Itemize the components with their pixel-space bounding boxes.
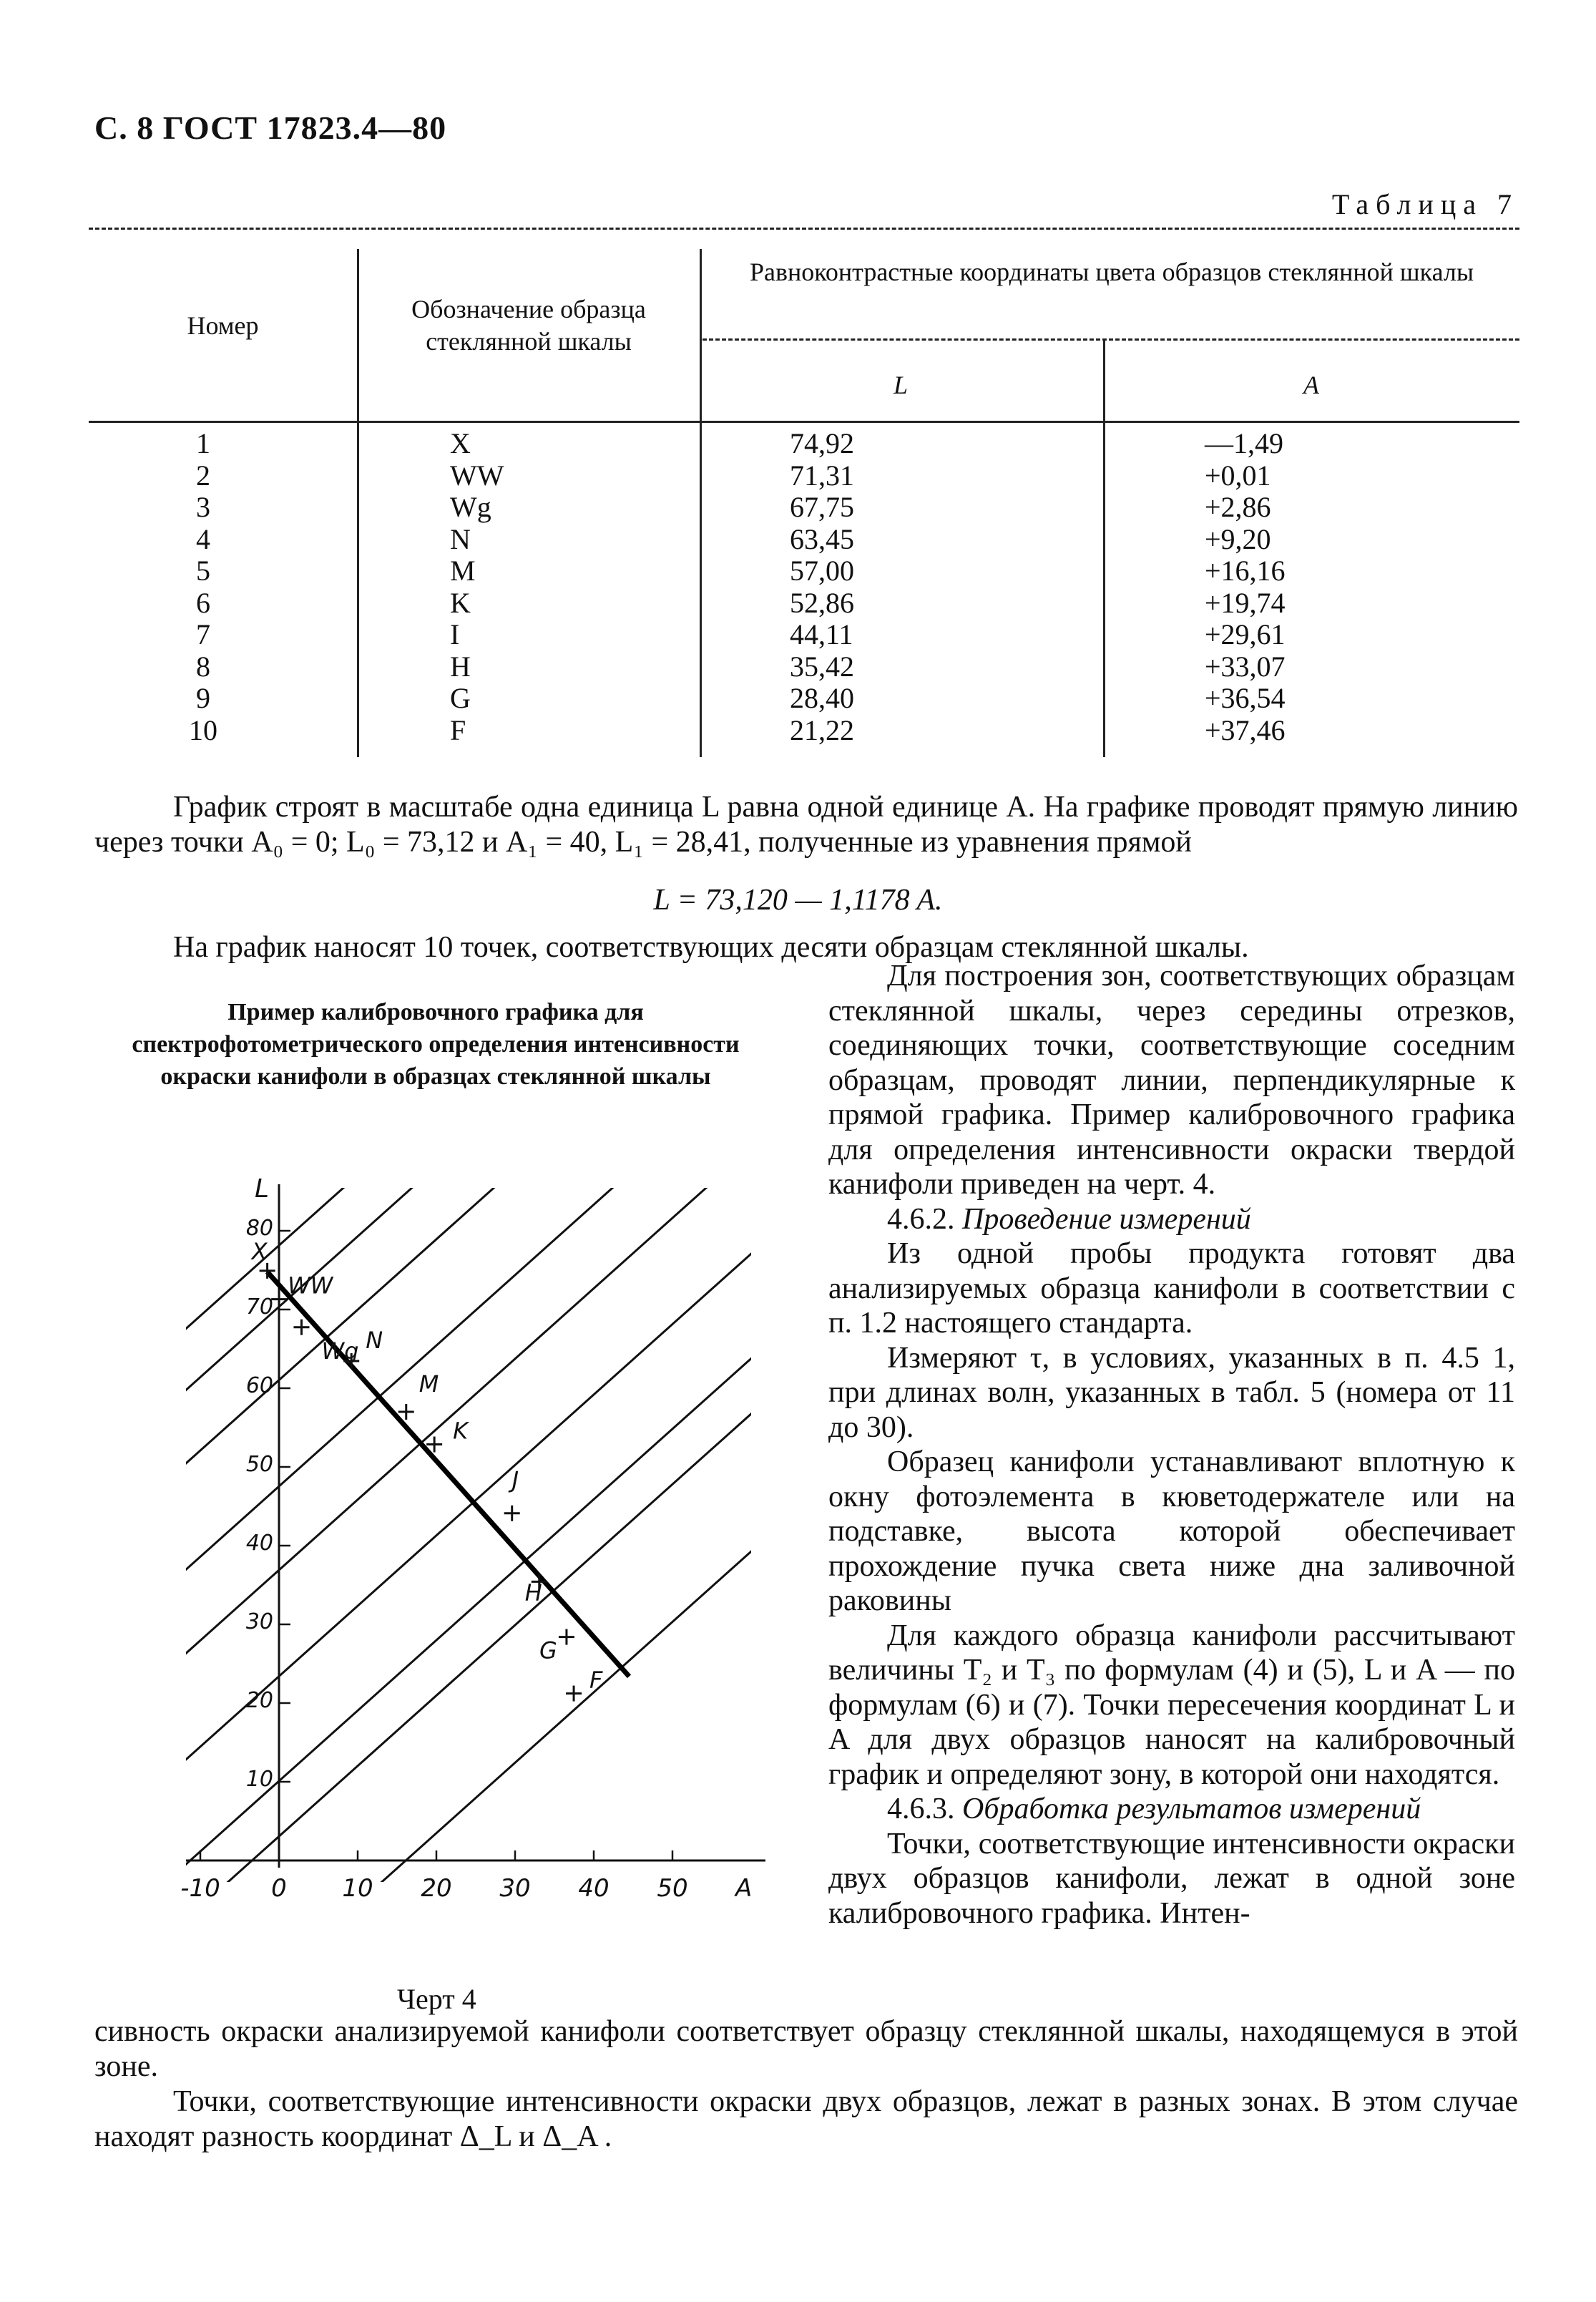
table-cell-A: +16,16 [1205,555,1286,587]
zone-boundary-line [86,1273,801,1903]
table-cell-num: 9 [196,682,210,714]
paragraph-scale-text: График строят в масштабе одна единица L равна одной единице A. На графике проводят прямую линию через точки A₀ = 0; L₀ = 73,12 и A₁ = 40, L₁ = 28,41, полученные из уравнения прямой [94,791,1518,859]
column-L [790,428,933,746]
zone-boundary-line [86,1145,801,1888]
table-cell-name: M [450,555,476,587]
table-cell-A: +36,54 [1205,682,1286,714]
table-cell-name: G [450,682,471,714]
column-number [167,428,239,746]
table-cell-L: 57,00 [790,555,854,587]
paragraph-points-text: На график наносят 10 точек, соответствующих десяти образцам стеклянной шкалы. [173,931,1249,964]
table-cell-name: K [450,586,471,619]
table-cell-name: X [450,427,471,459]
header-L: L [893,371,909,399]
figure-title: Пример калибровочного графика для спектрофотометрического определения интенсивности окраски канифоли в образцах стеклянной шкалы [132,999,740,1090]
table-cell-name: H [450,650,471,683]
section-4-6-2-heading [828,1202,1515,1237]
table-cell-A: +2,86 [1205,491,1271,523]
paragraph-samples: Из одной пробы продукта готовят два анализируемых образца канифоли в соответствии с п. 1.2 настоящего стандарта. [828,1237,1515,1340]
paragraph-calculation: Для каждого образца канифоли рассчитывают величины T₂ и T₃ по формулам (4) и (5), L и A — по формулам (6) и (7). Точки пересечения координат L и A для двух образцов наносят на калибровочный график и определяют зону, в которой они находятся. [828,1619,1515,1791]
table-cell-A: +0,01 [1205,459,1271,492]
point-label-Wg: Wg [321,1337,359,1365]
x-tick-label: 30 [499,1874,531,1903]
table-subheader-rule [702,338,1519,341]
y-tick-label: 60 [245,1373,273,1398]
table-cell-name: F [450,713,466,746]
table-cell-name: I [450,618,460,650]
point-label-K: K [453,1417,469,1445]
table-cell-num: 8 [196,650,210,683]
x-tick-label: -10 [180,1874,220,1903]
x-tick-label: 40 [578,1874,609,1903]
zone-boundary-line [86,1145,801,1591]
table-cell-name: N [450,522,471,555]
table-caption: Таблица 7 [1331,188,1519,220]
page-header: С. 8 ГОСТ 17823.4—80 [94,109,447,146]
zone-boundary-line [86,1145,801,1697]
table-cell-name: Wg [450,491,491,523]
table-cell-A: +33,07 [1205,650,1286,683]
table-cell-L: 67,75 [790,491,854,523]
table-cell-num: 7 [196,618,210,650]
table-cell-num: 1 [196,427,210,459]
table-cell-L: 71,31 [790,459,854,492]
right-column-text [828,959,1515,1931]
table-cell-L: 74,92 [790,427,854,459]
section-4-6-3-heading [828,1792,1515,1827]
y-tick-label: 80 [245,1216,273,1241]
x-axis-label: A [735,1874,753,1903]
x-tick-label: 50 [657,1874,688,1903]
paragraph-zones: Для построения зон, соответствующих образцам стеклянной шкалы, через середины отрезков, соединяющих точки, соответствующие соседним образцам, проводят линии, перпендикулярные к прямой графика. Пример калибровочного графика для определения интенсивности окраски твердой канифоли приведен на черт. 4. [828,960,1515,1201]
section-title: Проведение измерений [962,1202,1251,1236]
paragraph-measure: Измеряют τ, в условиях, указанных в п. 4.5 1, при длинах волн, указанных в табл. 5 (номера от 11 до 30). [828,1341,1515,1444]
paragraph-same-zone-cont: сивность окраски анализируемой канифоли соответствует образцу стеклянной шкалы, находящемуся в этой зоне. [94,2015,1518,2083]
table-col-divider [357,249,359,757]
table-cell-A: +19,74 [1205,586,1286,619]
table-cell-A: +29,61 [1205,618,1286,650]
table-col-divider [1103,338,1105,757]
table-col-divider [700,249,702,757]
x-tick-label: 0 [271,1874,287,1903]
calibration-line [268,1272,630,1677]
y-axis-label: L [255,1174,270,1204]
zone-boundary-line [86,1218,801,1903]
figure-caption: Черт 4 [397,1983,476,2015]
section-number: 4.6.3. [887,1793,955,1825]
table-cell-L: 35,42 [790,650,854,683]
header-A: A [1303,371,1319,399]
bottom-text [94,2014,1518,2155]
point-label-N: N [366,1327,383,1355]
x-tick-label: 20 [421,1874,452,1903]
zone-boundary-line [86,1410,801,1903]
table-cell-L: 52,86 [790,586,854,619]
table-cell-L: 28,40 [790,682,854,714]
table-cell-name: WW [450,459,504,492]
table-cell-num: 2 [196,459,210,492]
table-cell-A: +9,20 [1205,522,1271,555]
point-label-M: M [418,1370,439,1398]
table-cell-num: 5 [196,555,210,587]
y-tick-label: 10 [245,1767,273,1792]
point-label-X: X [251,1237,268,1265]
paragraph-placement: Образец канифоли устанавливают вплотную к окну фотоэлемента в кюветодержателе или на подставке, высота которой обеспечивает прохождение пучка света ниже дна заливочной раковины [828,1445,1515,1617]
table-top-rule [89,228,1519,230]
point-label-H: H [524,1579,542,1606]
x-tick-label: 10 [342,1874,373,1903]
y-tick-label: 70 [245,1294,273,1320]
table-cell-num: 6 [196,586,210,619]
paragraph-same-zone: Точки, соответствующие интенсивности окраски двух образцов канифоли, лежат в одной зоне калибровочного графика. Интен- [828,1827,1515,1930]
zone-boundary-line [86,1145,801,1781]
calibration-chart [86,1145,801,1903]
table-cell-num: 4 [196,522,210,555]
table-cell-L: 63,45 [790,522,854,555]
table-cell-L: 44,11 [790,618,853,650]
data-table [89,228,1519,757]
y-tick-label: 20 [245,1688,273,1713]
point-label-G: G [539,1637,557,1664]
header-coords: Равноконтрастные координаты цвета образцов стеклянной шкалы [749,258,1474,286]
table-cell-A: +37,46 [1205,713,1286,746]
header-number: Номер [187,311,259,340]
point-label-J: J [511,1465,519,1493]
y-tick-label: 30 [245,1609,273,1634]
table-header-rule [89,421,1519,423]
zone-boundary-line [86,1145,801,1518]
column-A [1205,428,1348,746]
table-cell-num: 10 [189,713,217,746]
section-title: Обработка результатов измерений [962,1793,1421,1825]
point-label-WW: WW [288,1272,333,1299]
y-tick-label: 40 [245,1531,273,1556]
paragraph-scale [94,790,1518,860]
y-tick-label: 50 [245,1452,273,1477]
table-cell-num: 3 [196,491,210,523]
header-designation: Обозначение образца стеклянной шкалы [411,295,646,356]
point-label-F: F [589,1666,603,1694]
line-equation: L = 73,120 — 1,1178 A. [653,884,943,917]
paragraph-different-zones: Точки, соответствующие интенсивности окраски двух образцов, лежат в разных зонах. В этом случае находят разность координат Δ_L и Δ_A . [94,2085,1518,2153]
column-designation [450,428,564,746]
table-cell-L: 21,22 [790,713,854,746]
table-cell-A: —1,49 [1205,427,1283,459]
section-number: 4.6.2. [887,1202,955,1236]
